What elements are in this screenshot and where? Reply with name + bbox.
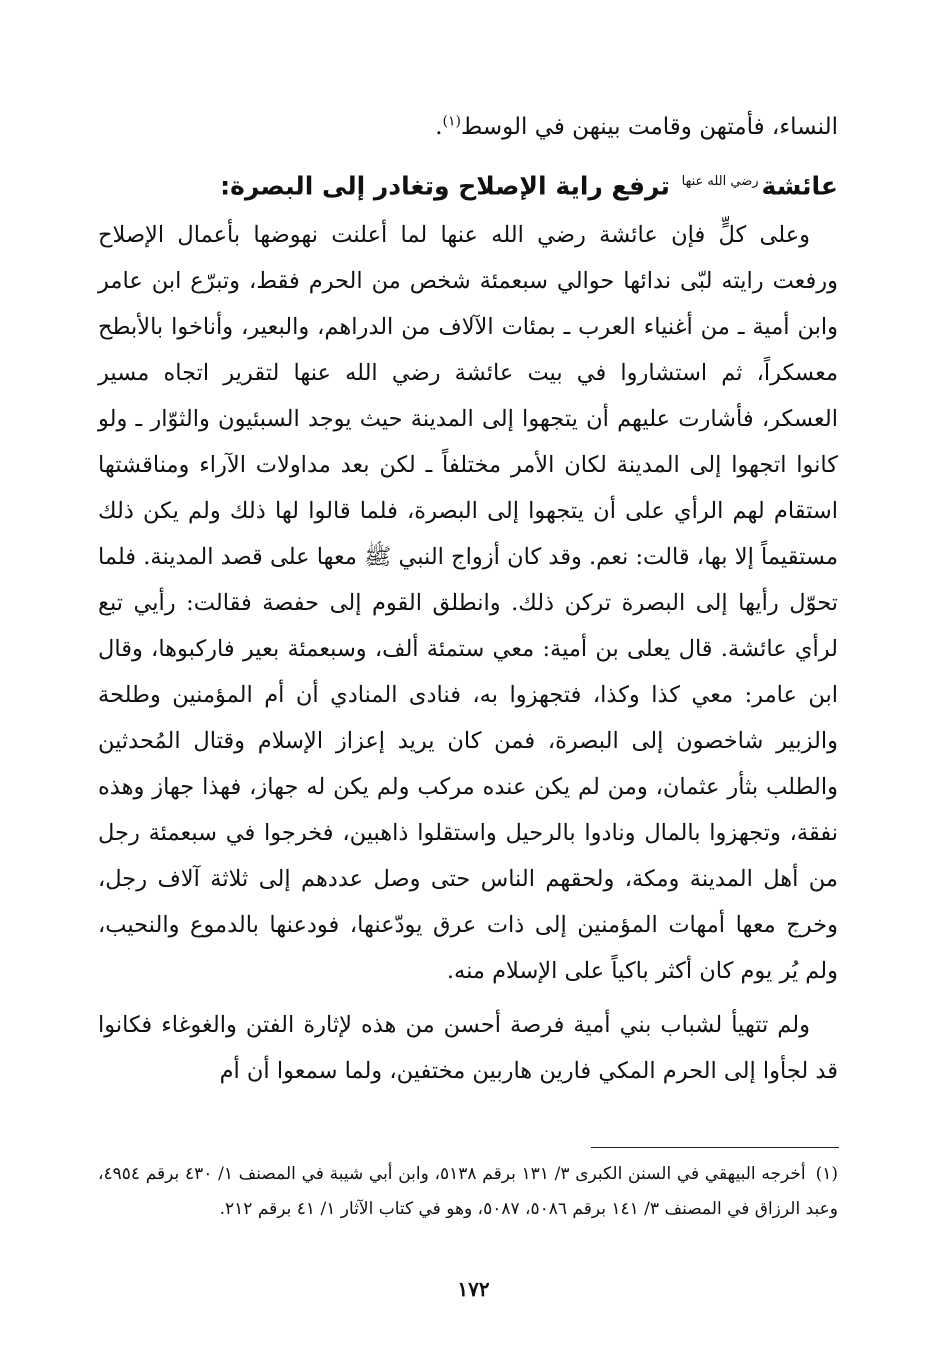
continuation-end: . (435, 114, 443, 140)
page-number: ١٧٢ (457, 1277, 490, 1301)
second-paragraph: ولم تتهيأ لشباب بني أمية فرصة أحسن من هذه لإثارة الفتن والغوغاء فكانوا قد لجأوا إلى الحرم المكي فارين هاربين مختفين، ولما سمعوا أن أم (98, 1012, 838, 1085)
heading-rest: ترفع راية الإصلاح وتغادر إلى البصرة: (220, 171, 670, 201)
continuation-text: النساء، فأمتهن وقامت بينهن في الوسط (461, 114, 838, 140)
section-heading (98, 156, 838, 212)
footnote-text: أخرجه البيهقي في السنن الكبرى ٣/ ١٣١ برقم ٥١٣٨، وابن أبي شيبة في المصنف ١/ ٤٣٠ برقم ٤٩٥٤، وعبد الرزاق في المصنف ٣/ ١٤١ برقم ٥٠٨٦، ٥٠٨٧، وهو في كتاب الآثار ١/ ٤١ برقم ٢١٢. (98, 1164, 838, 1219)
honorific-glyph: رضي الله عنها (681, 174, 759, 189)
main-paragraph: وعلى كلٍّ فإن عائشة رضي الله عنها لما أعلنت نهوضها بأعمال الإصلاح ورفعت رايته لبّى ندائها حوالي سبعمئة شخص من الحرم فقط، وتبرّع ابن عامر وابن أمية ـ من أغنياء العرب ـ بمئات الآلاف من الدراهم، والبعير، وأناخوا بالأبطح معسكراً، ثم استشاروا في بيت عائشة رضي الله عنها لتقرير اتجاه مسير العسكر، فأشارت عليهم أن يتجهوا إلى المدينة حيث يوجد السبئيون والثوّار ـ ولو كانوا اتجهوا إلى المدينة لكان الأمر مختلفاً ـ لكن بعد مداولات الآراء ومناقشتها استقام لهم الرأي على أن يتجهوا إلى البصرة، فلما قالوا لها ذلك ولم يكن ذلك مستقيماً إلا بها، قالت: نعم. وقد كان أزواج النبي ﷺ معها على قصد المدينة. فلما تحوّل رأيها إلى البصرة تركن ذلك. وانطلق القوم إلى حفصة فقالت: رأيي تبع لرأي عائشة. قال يعلى بن أمية: معي ستمئة ألف، وسبعمئة بعير فاركبوها، وقال ابن عامر: معي كذا وكذا، فتجهزوا به، فنادى المنادي أن أم المؤمنين وطلحة والزبير شاخصون إلى البصرة، فمن كان يريد إعزاز الإسلام وقتال المُحدثين والطلب بثأر عثمان، ومن لم يكن عنده مركب ولم يكن له جهاز، فهذا جهاز وهذه نفقة، وتجهزوا بالمال ونادوا بالرحيل واستقلوا ذاهبين، فخرجوا في سبعمئة رجل من أهل المدينة ومكة، ولحقهم الناس حتى وصل عددهم إلى ثلاثة آلاف رجل، وخرج معها أمهات المؤمنين إلى ذات عرق يودّعنها، فودعنها بالدموع والنحيب، ولم يُر يوم كان أكثر باكياً على الإسلام منه. (98, 222, 838, 985)
continuation-line (98, 100, 838, 154)
footnote-reference: (١) (442, 113, 462, 130)
footnote (98, 1157, 838, 1227)
footnote-marker: (١) (815, 1164, 838, 1184)
footnote-divider (591, 1147, 839, 1148)
page-body (98, 100, 838, 1094)
heading-name: عائشة (761, 171, 838, 201)
